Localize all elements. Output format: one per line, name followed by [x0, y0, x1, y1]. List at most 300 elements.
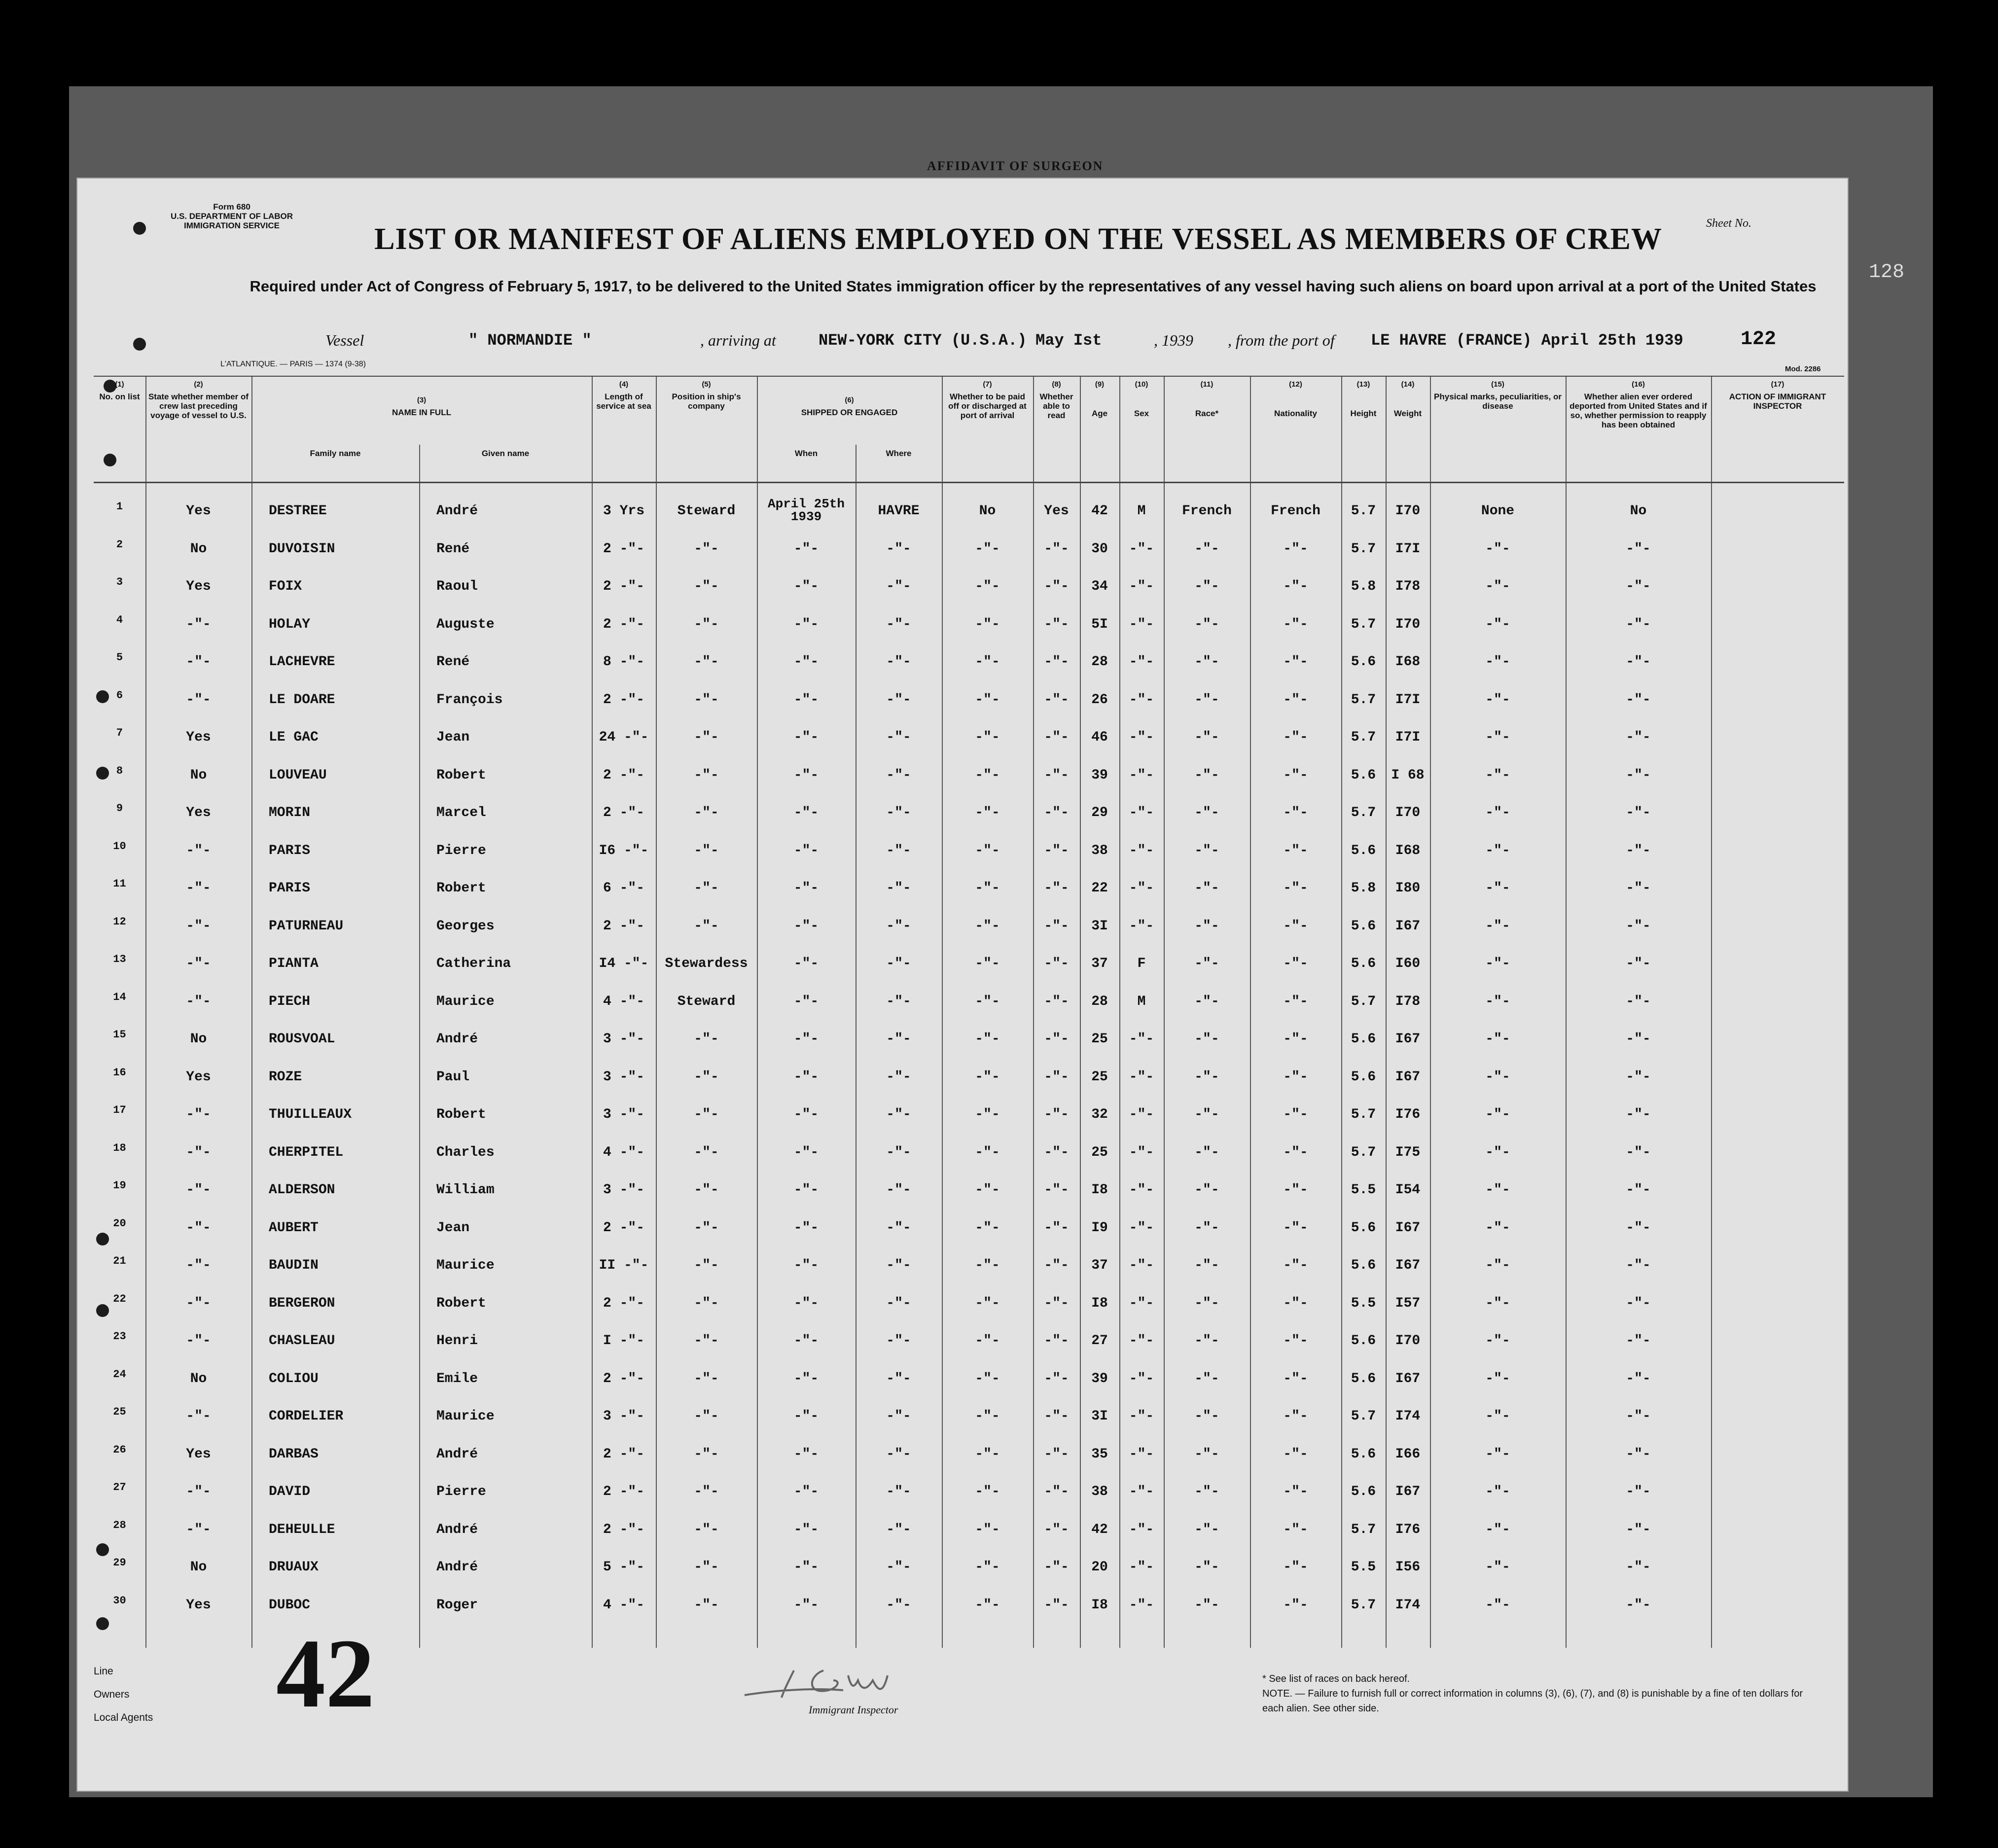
cell-when: -"- [793, 956, 819, 971]
column-label: No. on list [99, 392, 140, 401]
cell-read: -"- [1044, 843, 1069, 858]
cell-deported: -"- [1626, 692, 1651, 708]
cell-no: 23 [113, 1330, 126, 1343]
cell-given: Pierre [436, 1484, 486, 1499]
column-label: Age [1091, 409, 1108, 418]
cell-nationality: -"- [1283, 956, 1308, 971]
cell-position: -"- [694, 1031, 719, 1047]
cell-nationality: -"- [1283, 1371, 1308, 1386]
cell-given: François [436, 692, 503, 708]
cell-marks: -"- [1485, 1182, 1510, 1198]
cell-no: 28 [113, 1519, 126, 1531]
vessel-line [266, 328, 1810, 356]
cell-deported: -"- [1626, 579, 1651, 594]
cell-position: -"- [694, 1295, 719, 1311]
cell-where: HAVRE [878, 503, 920, 519]
cell-where: -"- [886, 1069, 911, 1085]
cell-given: Catherina [436, 956, 511, 971]
cell-age: 38 [1091, 843, 1108, 858]
cell-no: 29 [113, 1557, 126, 1569]
cell-where: -"- [886, 805, 911, 820]
table-row [94, 1025, 1844, 1062]
cell-marks: -"- [1485, 541, 1510, 557]
cell-given: Pierre [436, 843, 486, 858]
service-name: IMMIGRATION SERVICE [184, 221, 280, 230]
cell-height: 5.5 [1351, 1560, 1376, 1575]
cell-height: 5.5 [1351, 1182, 1376, 1198]
cell-nationality: -"- [1283, 1560, 1308, 1575]
cell-family: THUILLEAUX [269, 1107, 352, 1122]
crew-table [94, 376, 1844, 1648]
cell-family: PARIS [269, 843, 311, 858]
cell-position: Steward [677, 994, 736, 1009]
cell-height: 5.7 [1351, 1144, 1376, 1160]
cell-when: -"- [793, 1333, 819, 1349]
page-number: 122 [1741, 328, 1777, 351]
cell-where: -"- [886, 1597, 911, 1613]
cell-given: Henri [436, 1333, 478, 1349]
cell-deported: -"- [1626, 1295, 1651, 1311]
cell-position: -"- [694, 1409, 719, 1424]
cell-sex: -"- [1129, 1597, 1154, 1613]
cell-prev: -"- [186, 1295, 211, 1311]
cell-position: -"- [694, 843, 719, 858]
cell-paid: -"- [975, 616, 1000, 632]
cell-age: 37 [1091, 1258, 1108, 1273]
cell-sex: -"- [1129, 1560, 1154, 1575]
table-row [94, 572, 1844, 609]
cell-read: -"- [1044, 805, 1069, 820]
cell-sex: -"- [1129, 579, 1154, 594]
cell-where: -"- [886, 1560, 911, 1575]
cell-nationality: -"- [1283, 1333, 1308, 1349]
column-header [253, 395, 590, 417]
cell-nationality: -"- [1283, 767, 1308, 783]
cell-no: 13 [113, 953, 126, 965]
cell-weight: I56 [1395, 1560, 1421, 1575]
cell-race: -"- [1194, 616, 1219, 632]
cell-age: 37 [1091, 956, 1108, 971]
cell-weight: I67 [1395, 1220, 1421, 1236]
cell-service: 2 -"- [603, 1220, 644, 1236]
cell-where: -"- [886, 541, 911, 557]
table-row [94, 836, 1844, 874]
cell-race: -"- [1194, 881, 1219, 896]
column-number: (6) [845, 396, 854, 404]
cell-given: André [436, 1031, 478, 1047]
cell-marks: -"- [1485, 1295, 1510, 1311]
cell-prev: -"- [186, 1409, 211, 1424]
cell-read: -"- [1044, 1258, 1069, 1273]
cell-prev: No [190, 767, 207, 783]
cell-family: DAVID [269, 1484, 311, 1499]
cell-prev: -"- [186, 1144, 211, 1160]
cell-given: Robert [436, 1107, 486, 1122]
cell-deported: -"- [1626, 1069, 1651, 1085]
cell-sex: -"- [1129, 654, 1154, 670]
column-header [594, 380, 654, 411]
cell-age: 25 [1091, 1144, 1108, 1160]
cell-height: 5.7 [1351, 541, 1376, 557]
cell-where: -"- [886, 730, 911, 745]
cell-prev: -"- [186, 1220, 211, 1236]
table-row [94, 1402, 1844, 1439]
cell-given: Jean [436, 730, 470, 745]
page-title: LIST OR MANIFEST OF ALIENS EMPLOYED ON THE VESSEL AS MEMBERS OF CREW [374, 222, 1662, 256]
column-header [1252, 380, 1339, 418]
cell-weight: I80 [1395, 881, 1421, 896]
column-header [658, 380, 755, 411]
footnote [1262, 1671, 1805, 1716]
cell-given: Auguste [436, 616, 495, 632]
cell-position: -"- [694, 1144, 719, 1160]
cell-deported: -"- [1626, 1522, 1651, 1537]
cell-marks: -"- [1485, 843, 1510, 858]
column-header [96, 380, 143, 401]
cell-prev: -"- [186, 1333, 211, 1349]
column-number: (16) [1632, 380, 1645, 389]
cell-height: 5.6 [1351, 1031, 1376, 1047]
cell-age: 28 [1091, 654, 1108, 670]
cell-prev: No [190, 1560, 207, 1575]
cell-no: 11 [113, 878, 126, 890]
cell-paid: -"- [975, 805, 1000, 820]
table-row [94, 912, 1844, 949]
cell-service: 2 -"- [603, 541, 644, 557]
cell-marks: -"- [1485, 1333, 1510, 1349]
cell-read: -"- [1044, 1484, 1069, 1499]
cell-age: 3I [1091, 1409, 1108, 1424]
cell-height: 5.6 [1351, 956, 1376, 971]
cell-paid: No [979, 503, 996, 519]
cell-when: -"- [793, 1258, 819, 1273]
cell-sex: -"- [1129, 1446, 1154, 1462]
cell-prev: -"- [186, 843, 211, 858]
vessel-name: " NORMANDIE " [468, 331, 592, 350]
cell-age: 32 [1091, 1107, 1108, 1122]
cell-read: -"- [1044, 1220, 1069, 1236]
cell-deported: -"- [1626, 1220, 1651, 1236]
cell-sex: -"- [1129, 1484, 1154, 1499]
cell-paid: -"- [975, 994, 1000, 1009]
cell-marks: -"- [1485, 1560, 1510, 1575]
cell-position: -"- [694, 805, 719, 820]
cell-marks: -"- [1485, 1409, 1510, 1424]
cell-age: 22 [1091, 881, 1108, 896]
cell-where: -"- [886, 1446, 911, 1462]
line-label: Line [94, 1666, 113, 1677]
column-header [1166, 380, 1248, 418]
cell-weight: I67 [1395, 1371, 1421, 1386]
column-number: (8) [1052, 380, 1061, 389]
cell-no: 12 [113, 915, 126, 928]
inspector-label: Immigrant Inspector [809, 1704, 898, 1716]
cell-height: 5.7 [1351, 730, 1376, 745]
cell-when: -"- [793, 1031, 819, 1047]
cell-race: -"- [1194, 1182, 1219, 1198]
column-number: (10) [1135, 380, 1148, 389]
cell-race: -"- [1194, 579, 1219, 594]
cell-deported: -"- [1626, 956, 1651, 971]
cell-height: 5.6 [1351, 1446, 1376, 1462]
cell-weight: I76 [1395, 1522, 1421, 1537]
cell-paid: -"- [975, 730, 1000, 745]
cell-prev: -"- [186, 1484, 211, 1499]
cell-paid: -"- [975, 541, 1000, 557]
cell-height: 5.7 [1351, 994, 1376, 1009]
cell-family: CORDELIER [269, 1409, 344, 1424]
cell-no: 22 [113, 1292, 126, 1305]
cell-sex: -"- [1129, 1522, 1154, 1537]
cell-age: 26 [1091, 692, 1108, 708]
column-header [1388, 380, 1428, 418]
cell-when: -"- [793, 1484, 819, 1499]
cell-sex: -"- [1129, 767, 1154, 783]
cell-weight: I67 [1395, 1258, 1421, 1273]
cell-age: 46 [1091, 730, 1108, 745]
cell-service: 24 -"- [599, 730, 649, 745]
cell-deported: -"- [1626, 881, 1651, 896]
cell-where: -"- [886, 616, 911, 632]
cell-when: -"- [793, 1069, 819, 1085]
cell-marks: -"- [1485, 1484, 1510, 1499]
cell-given: André [436, 1522, 478, 1537]
cell-nationality: -"- [1283, 1031, 1308, 1047]
cell-given: André [436, 1446, 478, 1462]
cell-weight: I66 [1395, 1446, 1421, 1462]
cell-marks: -"- [1485, 730, 1510, 745]
cell-no: 16 [113, 1066, 126, 1079]
column-number: (3) [417, 396, 427, 404]
cell-given: Marcel [436, 805, 486, 820]
cell-height: 5.7 [1351, 1409, 1376, 1424]
cell-height: 5.6 [1351, 654, 1376, 670]
cell-age: 30 [1091, 541, 1108, 557]
cell-family: AUBERT [269, 1220, 319, 1236]
cell-read: -"- [1044, 1597, 1069, 1613]
subheader-where: Where [886, 449, 912, 458]
cell-weight: I74 [1395, 1597, 1421, 1613]
cell-age: 25 [1091, 1031, 1108, 1047]
cell-prev: -"- [186, 1258, 211, 1273]
cell-paid: -"- [975, 1371, 1000, 1386]
cell-prev: Yes [186, 730, 211, 745]
cell-position: -"- [694, 1069, 719, 1085]
cell-family: DESTREE [269, 503, 327, 519]
cell-read: -"- [1044, 1031, 1069, 1047]
cell-service: I6 -"- [599, 843, 649, 858]
cell-when: -"- [793, 654, 819, 670]
printer-line: L'ATLANTIQUE. — PARIS — 1374 (9-38) [220, 360, 366, 368]
cell-read: -"- [1044, 1560, 1069, 1575]
cell-race: -"- [1194, 805, 1219, 820]
cell-height: 5.6 [1351, 1258, 1376, 1273]
arriving-date: May Ist [1035, 331, 1102, 350]
cell-sex: -"- [1129, 730, 1154, 745]
cell-service: 2 -"- [603, 1522, 644, 1537]
cell-marks: -"- [1485, 1446, 1510, 1462]
cell-where: -"- [886, 1409, 911, 1424]
cell-weight: I7I [1395, 730, 1421, 745]
cell-given: Emile [436, 1371, 478, 1386]
cell-family: ROZE [269, 1069, 302, 1085]
cell-no: 21 [113, 1255, 126, 1267]
cell-age: I8 [1091, 1182, 1108, 1198]
cell-deported: -"- [1626, 1258, 1651, 1273]
cell-marks: -"- [1485, 654, 1510, 670]
table-row [94, 1251, 1844, 1288]
column-label: Sex [1134, 409, 1149, 418]
cell-weight: I57 [1395, 1295, 1421, 1311]
cell-sex: -"- [1129, 1107, 1154, 1122]
cell-read: -"- [1044, 1295, 1069, 1311]
cell-family: PIANTA [269, 956, 319, 971]
cell-when: -"- [793, 1220, 819, 1236]
owners-label: Owners [94, 1689, 130, 1700]
cell-family: PARIS [269, 881, 311, 896]
cell-age: 5I [1091, 616, 1108, 632]
cell-race: -"- [1194, 1371, 1219, 1386]
cell-paid: -"- [975, 843, 1000, 858]
cell-when: -"- [793, 692, 819, 708]
cell-sex: -"- [1129, 1371, 1154, 1386]
cell-marks: -"- [1485, 579, 1510, 594]
cell-where: -"- [886, 1182, 911, 1198]
cell-no: 4 [116, 613, 123, 626]
cell-service: 2 -"- [603, 616, 644, 632]
cell-paid: -"- [975, 918, 1000, 934]
cell-position: -"- [694, 881, 719, 896]
cell-deported: -"- [1626, 1484, 1651, 1499]
cell-sex: -"- [1129, 1295, 1154, 1311]
table-row [94, 1364, 1844, 1402]
cell-read: -"- [1044, 881, 1069, 896]
cell-where: -"- [886, 692, 911, 708]
cell-paid: -"- [975, 767, 1000, 783]
cell-weight: I68 [1395, 654, 1421, 670]
cell-prev: Yes [186, 805, 211, 820]
cell-service: 2 -"- [603, 1295, 644, 1311]
cell-service: 5 -"- [603, 1560, 644, 1575]
column-header [1082, 380, 1117, 418]
cell-race: -"- [1194, 1031, 1219, 1047]
cell-where: -"- [886, 1031, 911, 1047]
cell-deported: -"- [1626, 1182, 1651, 1198]
cell-no: 10 [113, 840, 126, 853]
cell-race: -"- [1194, 1446, 1219, 1462]
cell-nationality: -"- [1283, 843, 1308, 858]
column-number: (14) [1401, 380, 1415, 389]
cell-deported: -"- [1626, 1144, 1651, 1160]
cell-position: -"- [694, 767, 719, 783]
cell-read: -"- [1044, 692, 1069, 708]
cell-read: -"- [1044, 956, 1069, 971]
column-label: Whether able to read [1039, 392, 1073, 420]
cell-paid: -"- [975, 1597, 1000, 1613]
cell-race: -"- [1194, 1409, 1219, 1424]
column-label: Length of service at sea [596, 392, 651, 411]
cell-nationality: -"- [1283, 730, 1308, 745]
cell-sex: -"- [1129, 1258, 1154, 1273]
cell-family: PIECH [269, 994, 311, 1009]
cell-given: Charles [436, 1144, 495, 1160]
cell-marks: -"- [1485, 881, 1510, 896]
table-row [94, 1213, 1844, 1251]
cell-nationality: -"- [1283, 1295, 1308, 1311]
cell-prev: No [190, 541, 207, 557]
cell-deported: -"- [1626, 1409, 1651, 1424]
cell-marks: -"- [1485, 1069, 1510, 1085]
cell-read: -"- [1044, 654, 1069, 670]
cell-read: -"- [1044, 767, 1069, 783]
department-name: U.S. DEPARTMENT OF LABOR [170, 212, 293, 221]
cell-when: -"- [793, 881, 819, 896]
cell-deported: -"- [1626, 541, 1651, 557]
cell-when: -"- [793, 1371, 819, 1386]
cell-race: -"- [1194, 767, 1219, 783]
cell-service: 2 -"- [603, 1371, 644, 1386]
cell-position: -"- [694, 1371, 719, 1386]
cell-read: -"- [1044, 1409, 1069, 1424]
cell-family: BAUDIN [269, 1258, 319, 1273]
table-row [94, 798, 1844, 836]
cell-given: Maurice [436, 1409, 495, 1424]
cell-no: 2 [116, 538, 123, 551]
table-row [94, 1063, 1844, 1100]
cell-height: 5.7 [1351, 1597, 1376, 1613]
cell-service: 4 -"- [603, 994, 644, 1009]
cell-paid: -"- [975, 1446, 1000, 1462]
cell-race: -"- [1194, 692, 1219, 708]
cell-given: Robert [436, 1295, 486, 1311]
cell-sex: M [1137, 994, 1146, 1009]
column-header [1343, 380, 1384, 418]
column-label: ACTION OF IMMIGRANT INSPECTOR [1729, 392, 1826, 411]
cell-where: -"- [886, 1522, 911, 1537]
cell-where: -"- [886, 994, 911, 1009]
cell-position: -"- [694, 1258, 719, 1273]
cell-deported: -"- [1626, 654, 1651, 670]
cell-paid: -"- [975, 692, 1000, 708]
cell-position: -"- [694, 541, 719, 557]
cell-height: 5.7 [1351, 805, 1376, 820]
cell-family: DUBOC [269, 1597, 311, 1613]
cell-when: -"- [793, 1107, 819, 1122]
cell-weight: I70 [1395, 805, 1421, 820]
cell-no: 24 [113, 1368, 126, 1381]
cell-sex: -"- [1129, 541, 1154, 557]
cell-family: LE DOARE [269, 692, 335, 708]
cell-weight: I 68 [1391, 767, 1425, 783]
cell-deported: -"- [1626, 805, 1651, 820]
cell-sex: -"- [1129, 918, 1154, 934]
cell-height: 5.6 [1351, 843, 1376, 858]
cell-family: CHERPITEL [269, 1144, 344, 1160]
cell-race: -"- [1194, 918, 1219, 934]
cell-race: -"- [1194, 1220, 1219, 1236]
column-label: SHIPPED OR ENGAGED [801, 408, 898, 417]
cell-family: DUVOISIN [269, 541, 335, 557]
cell-weight: I70 [1395, 616, 1421, 632]
cell-read: -"- [1044, 1182, 1069, 1198]
cell-read: -"- [1044, 1333, 1069, 1349]
cell-prev: -"- [186, 918, 211, 934]
column-number: (4) [619, 380, 629, 389]
cell-where: -"- [886, 1333, 911, 1349]
cell-marks: -"- [1485, 805, 1510, 820]
cell-age: I8 [1091, 1295, 1108, 1311]
cell-paid: -"- [975, 1333, 1000, 1349]
